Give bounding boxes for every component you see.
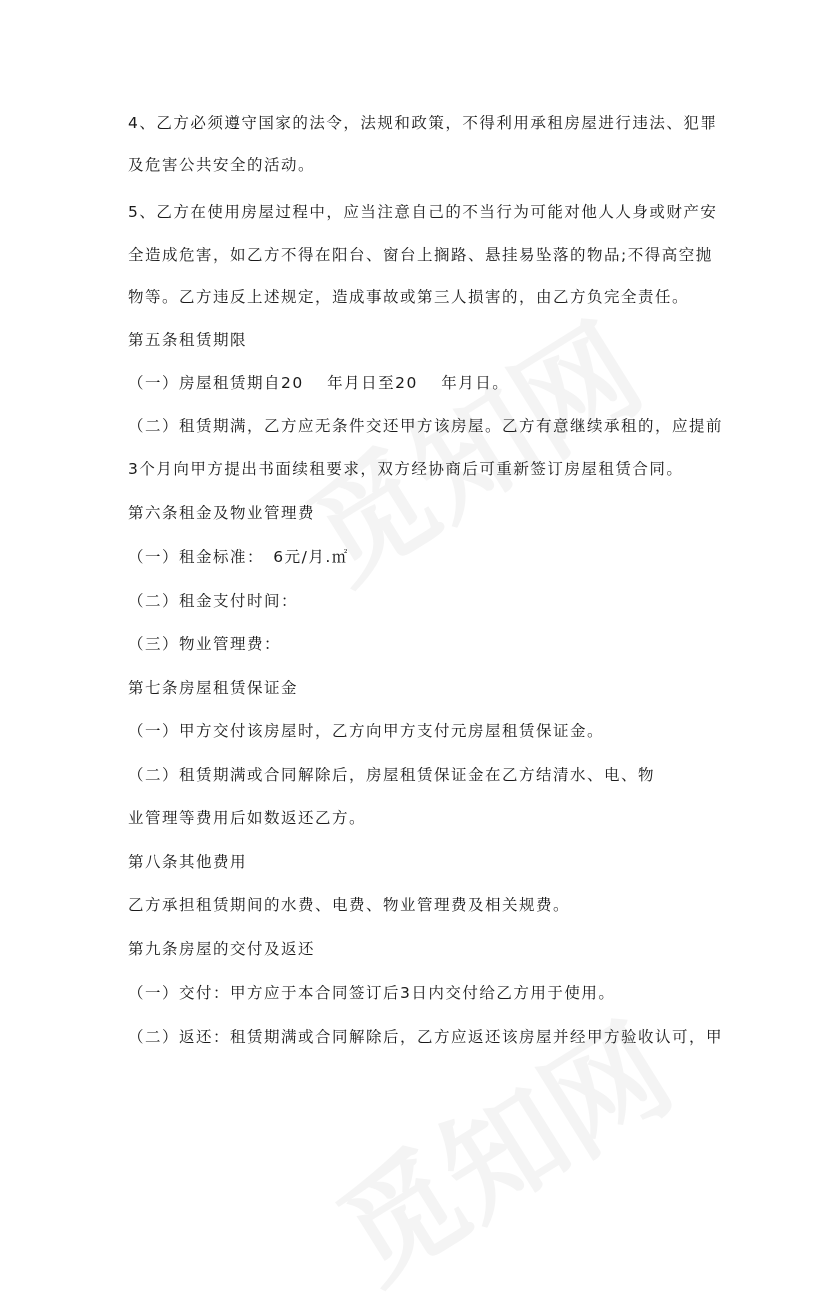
clause-4-line-1: 4、乙方必须遵守国家的法令，法规和政策，不得利用承租房屋进行违法、犯罪 xyxy=(128,114,718,132)
clause-5-line-3: 物等。乙方违反上述规定，造成事故或第三人损害的，由乙方负完全责任。 xyxy=(128,288,690,306)
clause-5-line-1: 5、乙方在使用房屋过程中，应当注意自己的不当行为可能对他人人身或财产安 xyxy=(128,203,718,221)
paragraph-line: （二）租金支付时间： xyxy=(128,592,299,610)
paragraph-line: （二）返还：租赁期满或合同解除后，乙方应返还该房屋并经甲方验收认可，甲 xyxy=(128,1028,724,1046)
section-heading: 第九条房屋的交付及返还 xyxy=(128,940,316,958)
section-heading: 第五条租赁期限 xyxy=(128,331,248,349)
paragraph-line: （一）房屋租赁期自20 年月日至20 年月日。 xyxy=(128,374,510,392)
clause-5-line-2: 全造成危害，如乙方不得在阳台、窗台上搁路、悬挂易坠落的物品;不得高空抛 xyxy=(128,246,713,264)
paragraph-line: （二）租赁期满，乙方应无条件交还甲方该房屋。乙方有意继续承租的，应提前 xyxy=(128,417,724,435)
section-heading: 第七条房屋租赁保证金 xyxy=(128,679,299,697)
paragraph-line: （三）物业管理费： xyxy=(128,635,282,653)
paragraph-line: （一）甲方交付该房屋时，乙方向甲方支付元房屋租赁保证金。 xyxy=(128,722,605,740)
paragraph-line: （一）租金标准： 6元/月.㎡ xyxy=(128,548,349,566)
clause-4-line-2: 及危害公共安全的活动。 xyxy=(128,156,316,174)
paragraph-line: （一）交付：甲方应于本合同签订后3日内交付给乙方用于使用。 xyxy=(128,984,616,1002)
section-heading: 第八条其他费用 xyxy=(128,853,248,871)
paragraph-line: 业管理等费用后如数返还乙方。 xyxy=(128,809,367,827)
paragraph-line: 3个月向甲方提出书面续租要求，双方经协商后可重新签订房屋租赁合同。 xyxy=(128,460,684,478)
paragraph-line: （二）租赁期满或合同解除后，房屋租赁保证金在乙方结清水、电、物 xyxy=(128,766,656,784)
paragraph-line: 乙方承担租赁期间的水费、电费、物业管理费及相关规费。 xyxy=(128,896,571,914)
section-heading: 第六条租金及物业管理费 xyxy=(128,504,316,522)
